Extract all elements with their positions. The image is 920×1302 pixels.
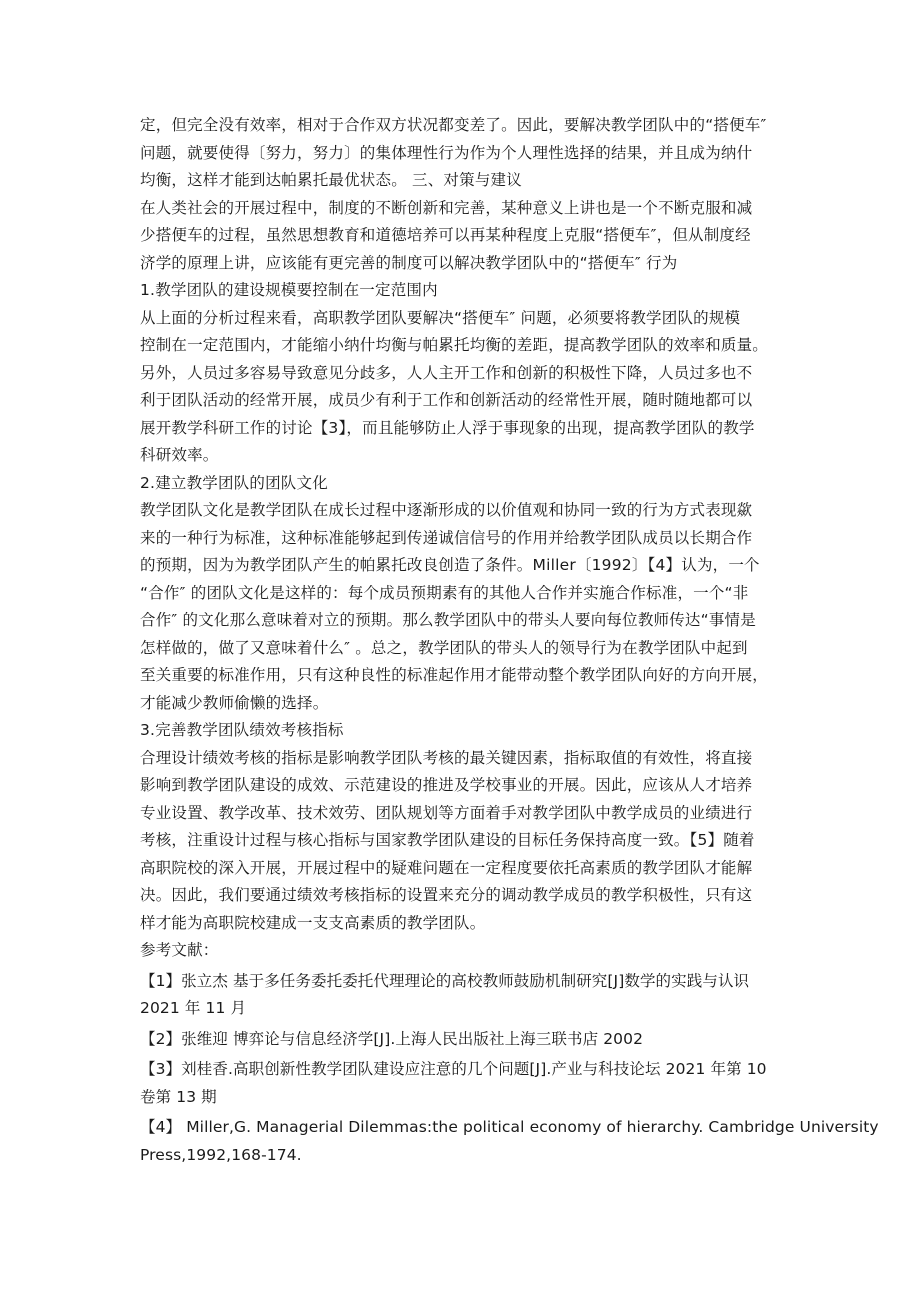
text-line: 来的一种行为标准，这种标准能够起到传递诚信信号的作用并给教学团队成员以长期合作: [140, 528, 753, 547]
section-heading: 2.建立教学团队的团队文化: [140, 473, 328, 492]
text-line: 合作″ 的文化那么意味着对立的预期。那么教学团队中的带头人要向每位教师传达“事情是: [140, 611, 756, 629]
text-line: 少搭便车的过程，虽然思想教育和道德培养可以再某种程度上克服“搭便车″，但从制度经: [140, 226, 751, 244]
text-line: 均衡，这样才能到达帕累托最优状态。 三、对策与建议: [140, 171, 522, 189]
text-line: 影响到教学团队建设的成效、示范建设的推进及学校事业的开展。因此，应该从人才培养: [140, 776, 753, 794]
text-line: 怎样做的，做了又意味着什么″ 。总之，教学团队的带头人的领导行为在教学团队中起到: [140, 638, 748, 657]
text-line: 至关重要的标准作用，只有这种良性的标准起作用才能带动整个教学团队向好的方向开展，: [140, 666, 769, 684]
text-line: 在人类社会的开展过程中，制度的不断创新和完善，某种意义上讲也是一个不断克服和减: [140, 198, 753, 217]
text-line: 才能减少教师偷懒的选择。: [140, 693, 329, 712]
references-heading: 参考文献：: [140, 941, 219, 959]
section-heading: 1.教学团队的建设规模要控制在一定范围内: [140, 281, 438, 299]
text-line: 专业设置、教学改革、技术效劳、团队规划等方面着手对教学团队中教学成员的业绩进行: [140, 803, 753, 822]
reference-item: 卷第 13 期: [140, 1087, 217, 1106]
text-line: 另外，人员过多容易导致意见分歧多，人人主开工作和创新的积极性下降，人员过多也不: [140, 363, 753, 382]
text-line: 决。因此，我们要通过绩效考核指标的设置来充分的调动教学成员的教学积极性，只有这: [140, 886, 753, 904]
reference-item: 2021 年 11 月: [140, 999, 247, 1017]
text-line: 从上面的分析过程来看，高职教学团队要解决“搭便车″ 问题，必须要将教学团队的规模: [140, 308, 741, 327]
text-line: 问题，就要使得〔努力，努力〕的集体理性行为作为个人理性选择的结果，并且成为纳什: [140, 143, 753, 162]
text-line: 合理设计绩效考核的指标是影响教学团队考核的最关键因素，指标取值的有效性，将直接: [140, 748, 753, 767]
section-heading: 3.完善教学团队绩效考核指标: [140, 721, 344, 739]
reference-item: 【2】张维迎 博弈论与信息经济学[J].上海人民出版社上海三联书店 2002: [140, 1029, 644, 1048]
text-line: 控制在一定范围内，才能缩小纳什均衡与帕累托均衡的差距，提高教学团队的效率和质量。: [140, 336, 769, 354]
reference-list: [140, 968, 879, 1170]
text-line: 展开教学科研工作的讨论【3】，而且能够防止人浮于事现象的出现，提高教学团队的教学: [140, 418, 755, 437]
text-line: 科研效率。: [140, 446, 219, 464]
text-line: 利于团队活动的经常开展，成员少有利于工作和创新活动的经常性开展，随时随地都可以: [140, 391, 753, 409]
reference-item: 【3】刘桂香.高职创新性教学团队建设应注意的几个问题[J].产业与科技论坛 2021 年第 10: [140, 1060, 767, 1078]
text-line: 定，但完全没有效率，相对于合作双方状况都变差了。因此，要解决教学团队中的“搭便车″: [140, 116, 767, 134]
text-line: “合作″ 的团队文化是这样的：每个成员预期素有的其他人合作并实施合作标准，一个“非: [140, 583, 749, 602]
reference-item: 【1】张立杰 基于多任务委托委托代理理论的高校教师鼓励机制研究[J]数学的实践与认识: [140, 971, 750, 990]
reference-item: Press,1992,168-174.: [140, 1145, 302, 1164]
text-line: 的预期，因为为教学团队产生的帕累托改良创造了条件。Miller〔1992〕【4】认为，一个: [140, 556, 760, 574]
reference-item: 【4】 Miller,G. Managerial Dilemmas:the political economy of hierarchy. Cambridge University: [140, 1118, 879, 1136]
text-line: 考核，注重设计过程与核心指标与国家教学团队建设的目标任务保持高度一致。【5】随着: [140, 831, 755, 849]
document-body: [140, 112, 879, 1169]
text-line: 高职院校的深入开展，开展过程中的疑难问题在一定程度要依托高素质的教学团队才能解: [140, 858, 753, 877]
text-line: 济学的原理上讲，应该能有更完善的制度可以解决教学团队中的“搭便车″ 行为: [140, 253, 678, 272]
text-line: 教学团队文化是教学团队在成长过程中逐渐形成的以价值观和协同一致的行为方式表现歘: [140, 501, 753, 519]
text-line: 样才能为高职院校建成一支支高素质的教学团队。: [140, 913, 486, 932]
